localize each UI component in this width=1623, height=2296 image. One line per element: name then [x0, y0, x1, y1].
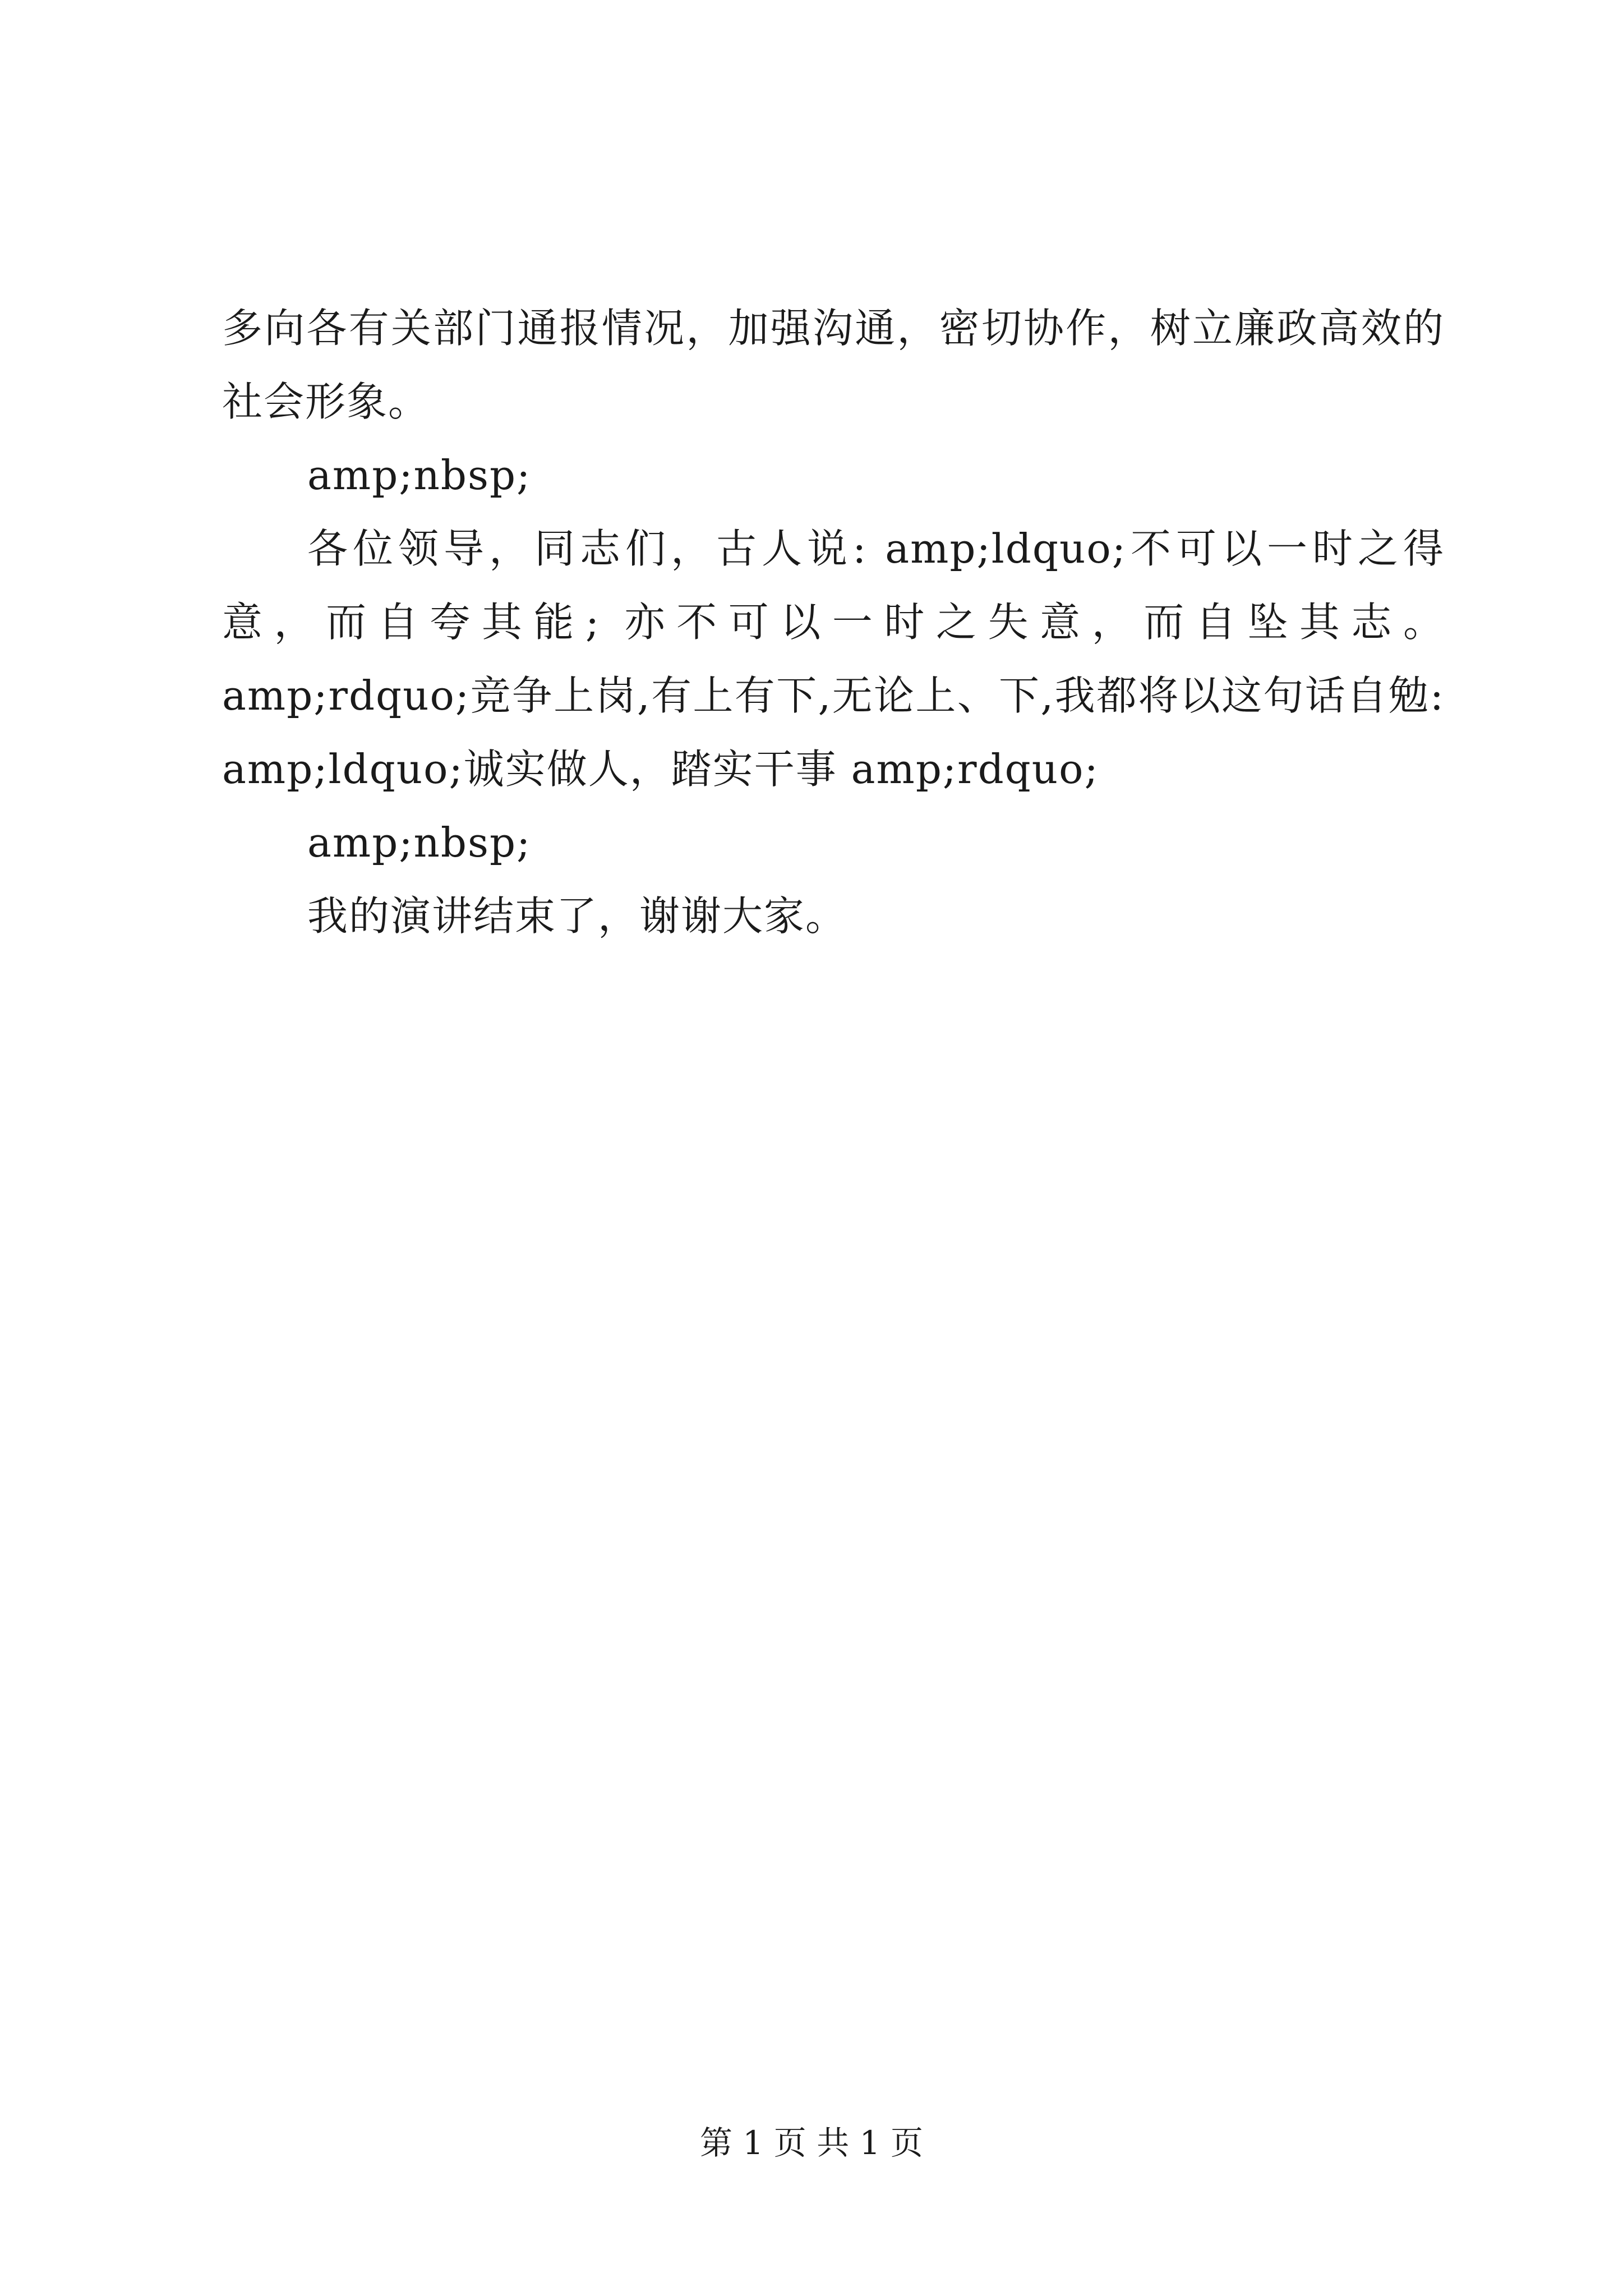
paragraph-closing: 我的演讲结束了，谢谢大家。 — [307, 892, 847, 940]
document-body — [222, 292, 1445, 953]
page-footer: 第 1 页 共 1 页 — [700, 2124, 923, 2162]
paragraph-nbsp-2: amp;nbsp; — [307, 819, 532, 866]
paragraph-nbsp-1: amp;nbsp; — [307, 452, 532, 499]
paragraph-quote: 各位领导，同志们，古人说: amp;ldquo;不可以一时之得意，而自夸其能; 亦不可以一时之失意，而自坠其志。amp;rdquo;竞争上岗,有上有下,无论上、下,我都将以这句话自勉: amp;ldquo;诚实做人，踏实干事 amp;rdquo; — [222, 525, 1445, 793]
paragraph-continuation: 多向各有关部门通报情况，加强沟通，密切协作，树立廉政高效的社会形象。 — [222, 305, 1445, 425]
